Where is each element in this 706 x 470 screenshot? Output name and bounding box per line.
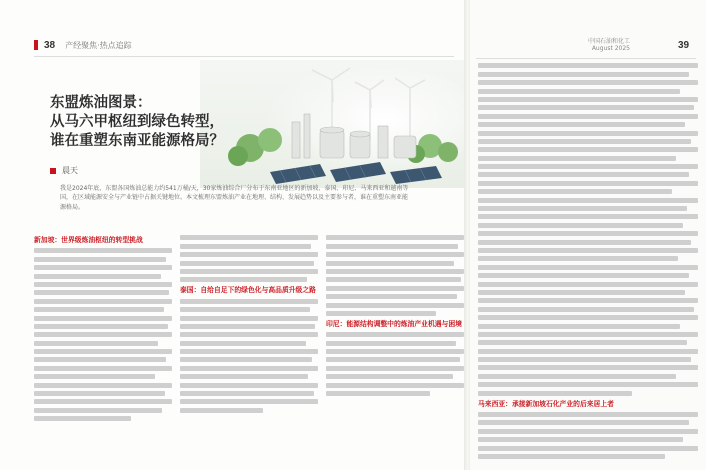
body-column-1 (34, 232, 172, 425)
magazine-name: 中国石油和化工 (588, 38, 631, 45)
byline-marker (50, 168, 56, 174)
body-text-block (478, 412, 698, 459)
header-rule-right (476, 58, 696, 59)
body-text-block (326, 332, 464, 396)
heading-singapore: 新加坡：世界级炼油枢纽的转型挑战 (34, 236, 143, 244)
magazine-masthead (588, 38, 630, 52)
page-number-right: 39 (678, 40, 690, 51)
title-line-1: 东盟炼油图景： (50, 95, 152, 111)
body-text-block (180, 235, 318, 282)
header-rule (34, 56, 454, 57)
body-text-block (326, 235, 464, 316)
body-text-block (478, 63, 698, 395)
section-label: 产经聚焦·热点追踪 (65, 40, 132, 50)
right-page (470, 0, 706, 470)
body-text-block (34, 248, 172, 421)
article-title (50, 94, 250, 151)
page-header (34, 38, 132, 52)
byline (50, 165, 78, 176)
heading-thailand: 泰国：自给自足下的绿色化与高品质升级之路 (180, 286, 316, 295)
title-line-3: 谁在重塑东南亚能源格局？ (50, 133, 224, 149)
issue-date: August 2025 (591, 45, 631, 52)
body-column-2 (180, 232, 318, 425)
heading-indonesia: 印尼：能源结构调整中的炼油产业机遇与困境 (326, 319, 462, 328)
body-columns (34, 232, 464, 425)
heading-malaysia: 马来西亚：承接新加坡石化产业的后来居上者 (478, 399, 614, 408)
page-header-right (470, 38, 706, 56)
body-text-block (180, 299, 318, 413)
article-abstract: 我是2024年底，东盟各国炼油总能力约541万桶/天，30家炼油综合厂分布于东南亚地区的新加坡、泰国、印尼、马来西亚和越南等国，在区域能源安全与产业链中占据关键地位。本文梳理东盟炼油产业在地理、结构、发展趋势以及主要参与者，谁在重塑东南亚能源格局。 (60, 185, 409, 211)
accent-bar (34, 40, 38, 50)
page-number: 38 (44, 39, 56, 51)
title-line-2: 从马六甲枢纽到绿色转型， (50, 114, 224, 130)
author-name: 晨天 (62, 166, 78, 175)
right-body-column (478, 60, 698, 462)
body-column-3 (326, 232, 464, 425)
